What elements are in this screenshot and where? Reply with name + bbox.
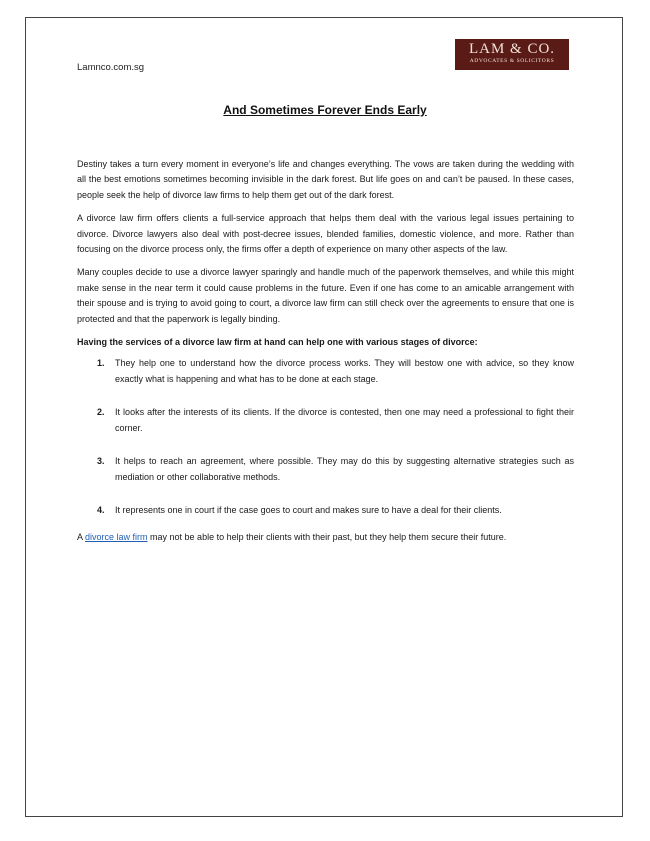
list-item-text: It looks after the interests of its clients. If the divorce is contested, then one may need a professional to fight their corner. [115, 407, 574, 433]
site-url: Lamnco.com.sg [77, 62, 145, 73]
list-item [77, 356, 574, 387]
list-number: 4. [97, 504, 105, 515]
paragraph-3: Many couples decide to use a divorce lawyer sparingly and handle much of the paperwork themselves, and while this might make sense in the near term it could cause problems in the future. Even if one has come to an amicable arrangement with their spouse and is trying to avoid going to court, a divorce law firm can still check over the agreements to ensure that one is protected and that the paperwork is legally binding. [77, 267, 574, 324]
list-number: 1. [97, 358, 105, 369]
paragraph-1: Destiny takes a turn every moment in everyone’s life and changes everything. The vows are taken during the wedding with all the best emotions sometimes becoming invisible in the dark forest. But life goes on and can’t be paused. In these cases, people seek the help of divorce law firms to help them get out of the dark forest. [77, 159, 574, 200]
list-item [77, 454, 574, 485]
list-item [77, 405, 574, 436]
closing-prefix: A [77, 532, 86, 543]
logo-name: LAM & CO. [468, 41, 556, 57]
article-body [77, 157, 574, 546]
firm-logo [455, 39, 569, 70]
article-title: And Sometimes Forever Ends Early [223, 103, 427, 117]
list-lead: Having the services of a divorce law firm at hand can help one with various stages of divorce: [77, 337, 478, 348]
paragraph-2: A divorce law firm offers clients a full-service approach that helps them deal with the various legal issues pertaining to divorce. Divorce lawyers also deal with post-decree issues, blended families, domestic violence, and more. Rather than focusing on the divorce process only, the firms offer a depth of experience on many other aspects of the law. [77, 213, 574, 255]
closing-suffix: may not be able to help their clients with their past, but they help them secure their future. [147, 532, 507, 543]
logo-tagline: ADVOCATES & SOLICITORS [469, 58, 555, 64]
list-item-text: It helps to reach an agreement, where possible. They may do this by suggesting alternative strategies such as mediation or other collaborative methods. [115, 456, 574, 482]
divorce-law-firm-link[interactable]: divorce law firm [85, 532, 148, 543]
list-number: 3. [97, 456, 105, 467]
list-item-text: They help one to understand how the divorce process works. They will bestow one with advice, so they know exactly what is happening and what has to be done at each stage. [115, 358, 574, 384]
list-item-text: It represents one in court if the case goes to court and makes sure to have a deal for their clients. [115, 504, 502, 515]
stages-list [77, 356, 574, 518]
list-item [77, 503, 574, 518]
closing-paragraph [77, 530, 574, 545]
list-number: 2. [97, 407, 105, 418]
